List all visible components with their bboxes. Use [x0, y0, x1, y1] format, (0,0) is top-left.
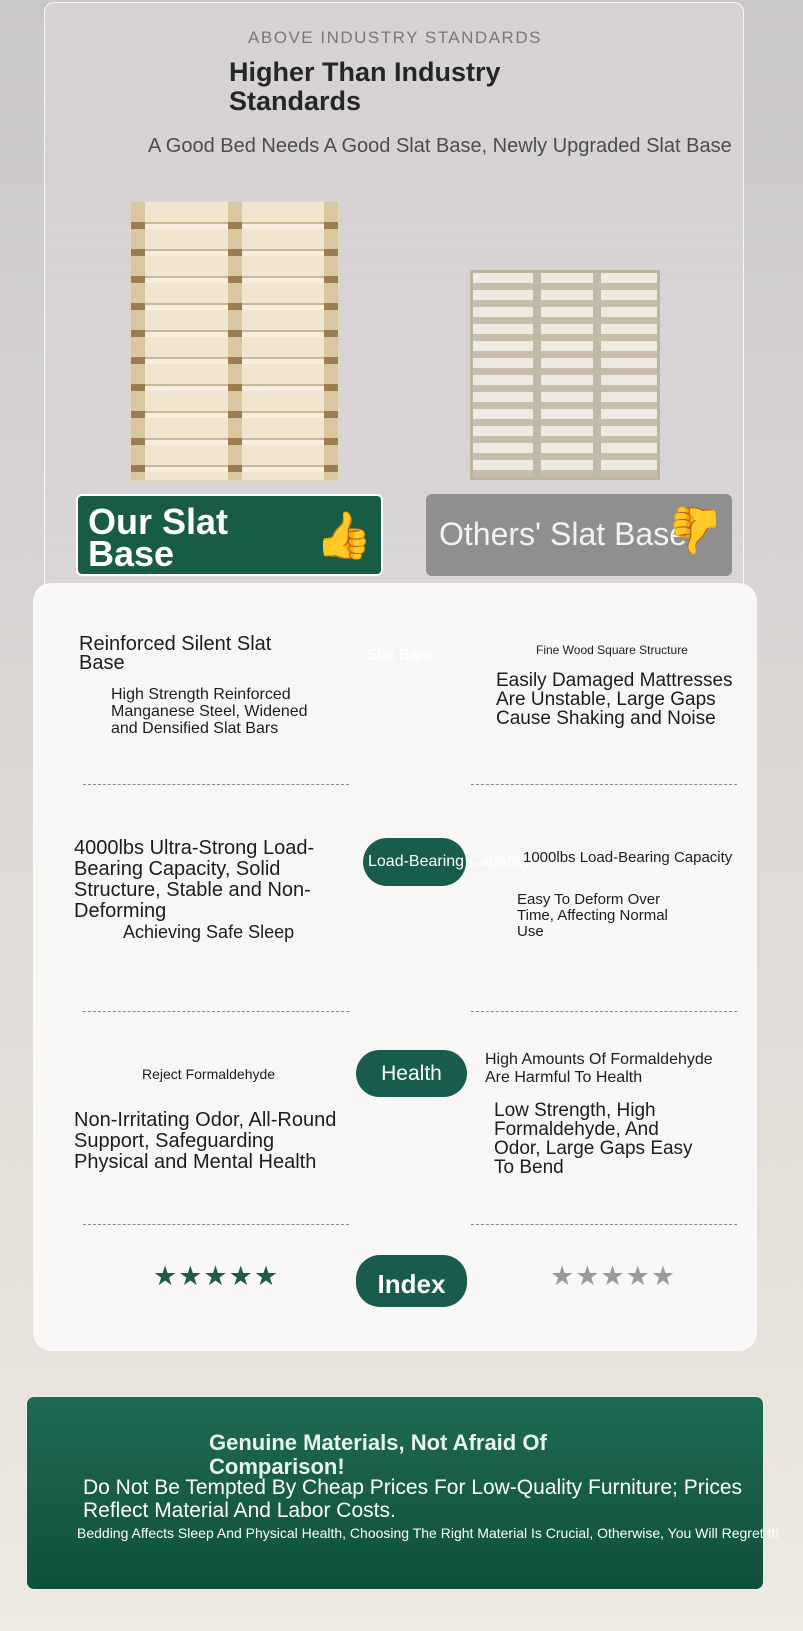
page-title: Higher Than Industry Standards	[229, 57, 501, 116]
divider	[471, 784, 737, 785]
divider	[471, 1224, 737, 1225]
others-slat-base-text: Others' Slat Base	[439, 516, 687, 552]
category-load-bearing: Load-Bearing Capacity	[363, 838, 466, 886]
banner-body: Do Not Be Tempted By Cheap Prices For Low-Quality Furniture; Prices Reflect Material And Labor Costs.	[83, 1476, 743, 1522]
ours-rating-stars: ★★★★★	[153, 1261, 280, 1291]
page-subtitle: A Good Bed Needs A Good Slat Base, Newly Upgraded Slat Base	[148, 135, 732, 157]
thumbs-down-icon: 👍	[666, 505, 724, 557]
category-index: Index	[356, 1255, 467, 1307]
others-health-title: High Amounts Of Formaldehyde Are Harmful To Health	[485, 1051, 713, 1086]
others-slat-title: Fine Wood Square Structure	[536, 643, 688, 657]
ours-load-title: 4000lbs Ultra-Strong Load-Bearing Capacity, Solid Structure, Stable and Non-Deforming	[74, 837, 315, 922]
others-slat-base-label	[426, 494, 732, 576]
our-slat-base-image	[130, 201, 339, 481]
divider	[83, 784, 349, 785]
ours-health-detail: Non-Irritating Odor, All-Round Support, Safeguarding Physical and Mental Health	[74, 1109, 337, 1173]
divider	[83, 1011, 349, 1012]
banner-title: Genuine Materials, Not Afraid Of Comparison!	[209, 1430, 547, 1479]
ours-health-title: Reject Formaldehyde	[142, 1066, 276, 1082]
divider	[471, 1011, 737, 1012]
others-rating-stars: ★★★★★	[550, 1261, 677, 1291]
others-health-detail: Low Strength, High Formaldehyde, And Odor, Large Gaps Easy To Bend	[494, 1100, 693, 1178]
category-health: Health	[356, 1050, 467, 1097]
our-slat-base-label	[76, 494, 383, 576]
comparison-card	[33, 583, 757, 1351]
category-slat-bars: Slat Bars	[367, 647, 432, 664]
divider	[83, 1224, 349, 1225]
banner-note: Bedding Affects Sleep And Physical Health, Choosing The Right Material Is Crucial, Otherwise, You Will Regret It!	[77, 1525, 780, 1541]
others-slat-detail: Easily Damaged Mattresses Are Unstable, Large Gaps Cause Shaking and Noise	[496, 670, 733, 729]
our-slat-base-text: Our Slat Base	[88, 501, 229, 574]
others-slat-base-image	[470, 270, 660, 480]
ours-slat-title: Reinforced Silent Slat Base	[79, 633, 272, 674]
bottom-banner	[26, 1396, 780, 1590]
others-load-title: 1000lbs Load-Bearing Capacity	[523, 849, 733, 866]
thumbs-up-icon: 👍	[315, 509, 373, 561]
ours-slat-detail: High Strength Reinforced Manganese Steel, Widened and Densified Slat Bars	[111, 686, 308, 737]
eyebrow-text: ABOVE INDUSTRY STANDARDS	[248, 28, 542, 47]
others-load-detail: Easy To Deform Over Time, Affecting Normal Use	[517, 891, 668, 940]
ours-load-detail: Achieving Safe Sleep	[123, 922, 295, 942]
